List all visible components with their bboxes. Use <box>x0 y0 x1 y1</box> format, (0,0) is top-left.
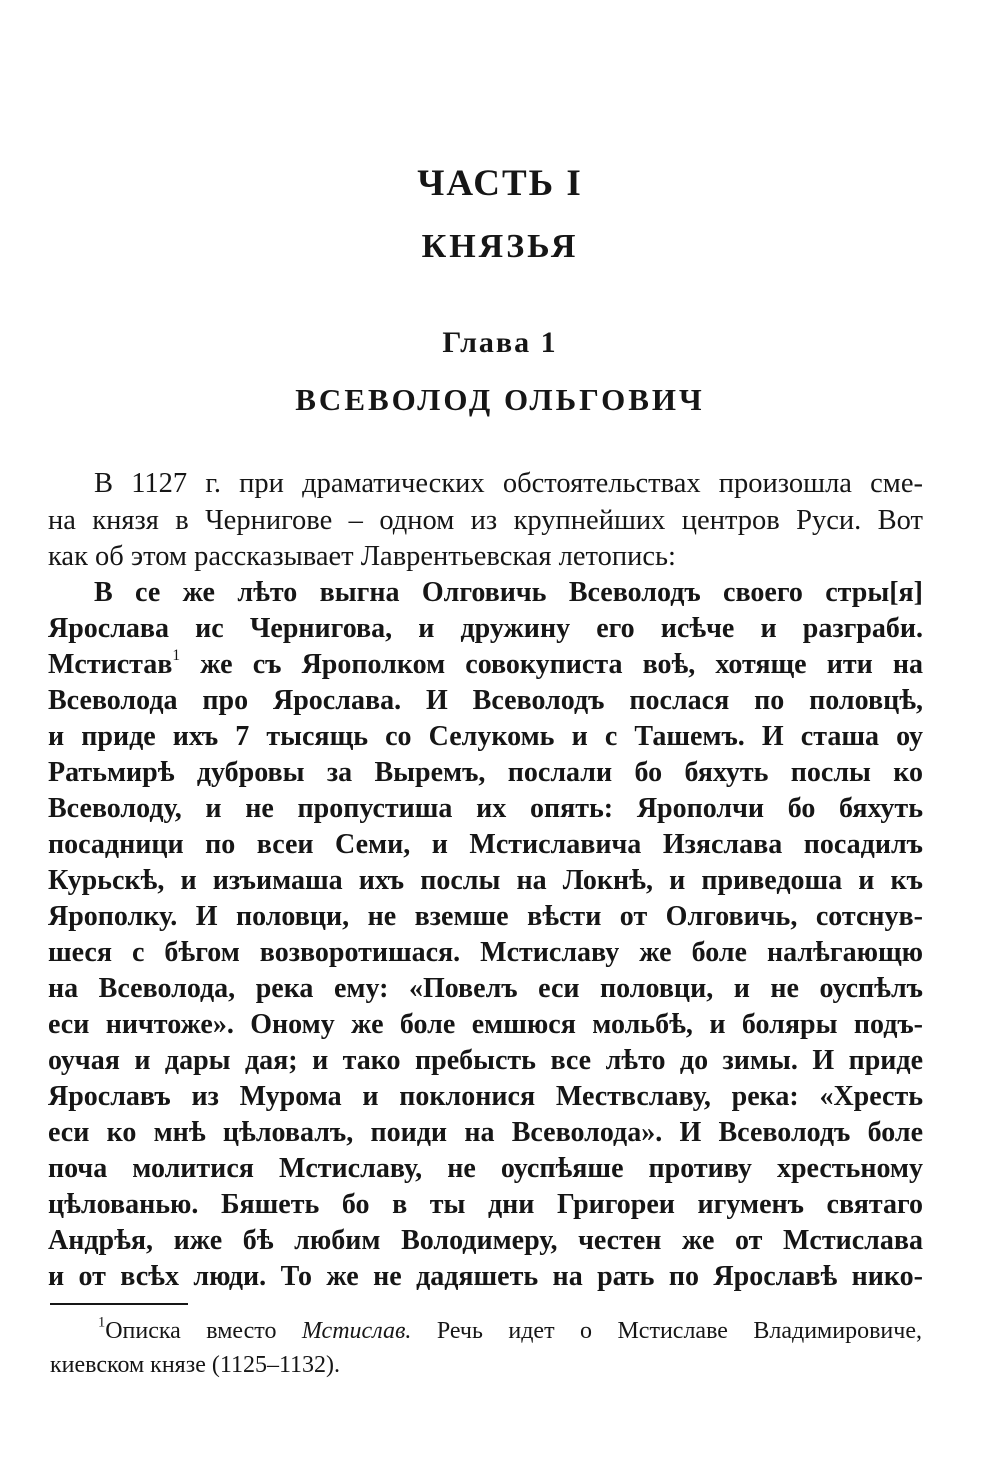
quote-line: Ярославъ из Мурома и поклонися Мествславу, река: «Хресть <box>48 1081 923 1112</box>
footnote-line <box>98 1314 922 1344</box>
quote-line: Всеволоду, и не пропустиша их опять: Ярополчи бо бяхуть <box>48 793 923 824</box>
quote-line <box>48 646 923 680</box>
quote-line: шеся с бѣгом возворотишася. Мстиславу же боле налѣгающю <box>48 937 923 968</box>
intro-line: как об этом рассказывает Лаврентьевская летопись: <box>48 541 676 572</box>
chapter-number: Глава 1 <box>442 326 558 359</box>
quote-line: еси ко мнѣ цѣловалъ, поиди на Всеволода». И Всеволодъ боле <box>48 1117 923 1148</box>
quote-line: Ратьмирѣ дубровы за Выремъ, послали бо бяхуть послы ко <box>48 757 923 788</box>
footnote-text: Речь идет о Мстиславе Владимировиче, <box>411 1318 922 1344</box>
quote-line-start: Мстистав <box>48 649 173 680</box>
part-number: ЧАСТЬ I <box>417 163 583 204</box>
quote-line: Всеволода про Ярослава. И Всеволодъ послася по половцѣ, <box>48 685 923 716</box>
footnote-text: Описка вместо <box>105 1318 302 1344</box>
chapter-title: ВСЕВОЛОД ОЛЬГОВИЧ <box>295 382 705 417</box>
quote-line: еси ничтоже». Оному же боле емшюся мольбѣ, и боляры подъ- <box>48 1009 923 1040</box>
quote-line: Андрѣя, иже бѣ любим Володимеру, честен же от Мстислава <box>48 1225 923 1256</box>
footnote-reference: 1 <box>172 646 181 664</box>
quote-line: В се же лѣто выгна Олговичь Всеволодъ своего стры[я] <box>94 577 923 608</box>
footnote-separator <box>50 1303 188 1305</box>
quote-line-end: же съ Ярополком совокуписта воѣ, хотяще ити на <box>180 649 923 680</box>
quote-line: поча молитися Мстиславу, не оуспѣяше противу хрестьному <box>48 1153 923 1184</box>
quote-line: на Всеволода, река ему: «Повелъ еси половци, и не оуспѣлъ <box>48 973 923 1004</box>
part-title: КНЯЗЬЯ <box>421 228 579 265</box>
intro-line: В 1127 г. при драматических обстоятельствах произошла сме- <box>94 468 923 499</box>
footnote-line: киевском князе (1125–1132). <box>50 1352 341 1378</box>
quote-line: Ярослава ис Чернигова, и дружину его исѣче и разграби. <box>48 613 923 644</box>
quote-line: Курьскѣ, и изъимаша ихъ послы на Локнѣ, и приведоша и къ <box>48 865 923 896</box>
quote-line: оучая и дары дая; и тако пребысть все лѣто до зимы. И приде <box>48 1045 923 1076</box>
quote-line: Ярополку. И половци, не вземше вѣсти от Олговичь, сотснув- <box>48 901 923 932</box>
quote-line: и от всѣх люди. То же не дадяшеть на рать по Ярославѣ нико- <box>48 1261 923 1292</box>
footnote-mark: 1 <box>98 1314 106 1331</box>
quote-line: цѣлованью. Бяшеть бо в ты дни Григореи игуменъ святаго <box>48 1189 923 1220</box>
intro-line: на князя в Чернигове – одном из крупнейших центров Руси. Вот <box>48 505 923 536</box>
quote-line: посадници по всеи Семи, и Мстиславича Изяслава посадилъ <box>48 829 923 860</box>
footnote-emphasis: Мстислав. <box>301 1318 412 1344</box>
quote-line: и приде ихъ 7 тысящь со Селукомь и с Ташемъ. И сташа оу <box>48 721 923 752</box>
